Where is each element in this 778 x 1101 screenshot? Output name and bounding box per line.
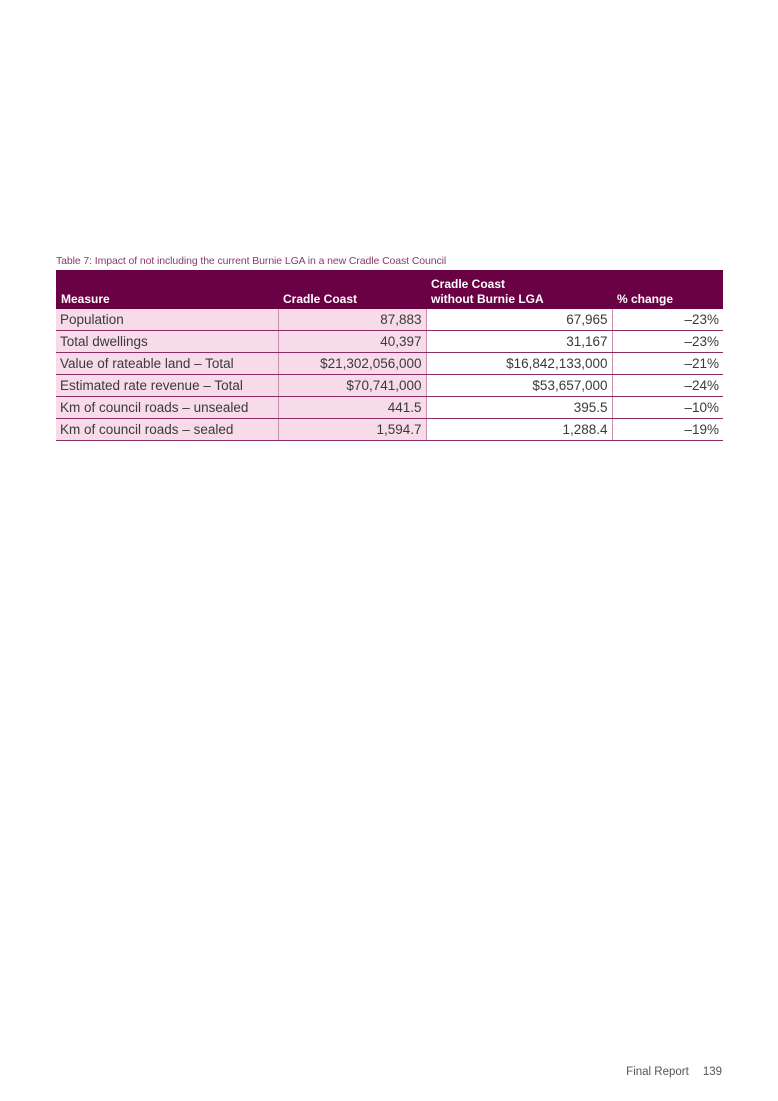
impact-table	[56, 270, 723, 441]
cell-without-burnie: 1,288.4	[426, 419, 612, 441]
cell-percent-change: –21%	[612, 353, 723, 375]
cell-cradle-coast: $70,741,000	[278, 375, 426, 397]
cell-measure: Km of council roads – unsealed	[56, 397, 278, 419]
cell-cradle-coast: 1,594.7	[278, 419, 426, 441]
table-row	[56, 309, 723, 331]
cell-percent-change: –23%	[612, 309, 723, 331]
cell-measure: Total dwellings	[56, 331, 278, 353]
header-without-burnie-line1: Cradle Coast	[431, 277, 506, 291]
cell-percent-change: –19%	[612, 419, 723, 441]
header-row	[56, 270, 723, 309]
cell-measure: Value of rateable land – Total	[56, 353, 278, 375]
cell-without-burnie: 395.5	[426, 397, 612, 419]
table-row	[56, 397, 723, 419]
cell-percent-change: –10%	[612, 397, 723, 419]
page-footer	[626, 1066, 722, 1078]
page-number: 139	[702, 1066, 722, 1078]
table-row	[56, 419, 723, 441]
table-caption: Table 7: Impact of not including the current Burnie LGA in a new Cradle Coast Council	[56, 255, 447, 267]
cell-percent-change: –23%	[612, 331, 723, 353]
table-row	[56, 375, 723, 397]
cell-measure: Km of council roads – sealed	[56, 419, 278, 441]
cell-measure: Estimated rate revenue – Total	[56, 375, 278, 397]
cell-without-burnie: $16,842,133,000	[426, 353, 612, 375]
header-without-burnie-line2: without Burnie LGA	[431, 292, 544, 306]
table-body	[56, 309, 723, 441]
cell-cradle-coast: 40,397	[278, 331, 426, 353]
cell-cradle-coast: 87,883	[278, 309, 426, 331]
table-row	[56, 353, 723, 375]
header-without-burnie	[426, 270, 612, 309]
footer-label: Final Report	[626, 1066, 689, 1078]
cell-cradle-coast: $21,302,056,000	[278, 353, 426, 375]
cell-cradle-coast: 441.5	[278, 397, 426, 419]
header-percent-change: % change	[617, 292, 674, 306]
cell-percent-change: –24%	[612, 375, 723, 397]
cell-without-burnie: 67,965	[426, 309, 612, 331]
cell-without-burnie: 31,167	[426, 331, 612, 353]
table-row	[56, 331, 723, 353]
header-measure: Measure	[61, 292, 110, 306]
table-header	[56, 270, 723, 309]
cell-measure: Population	[56, 309, 278, 331]
header-cradle-coast: Cradle Coast	[283, 292, 358, 306]
cell-without-burnie: $53,657,000	[426, 375, 612, 397]
